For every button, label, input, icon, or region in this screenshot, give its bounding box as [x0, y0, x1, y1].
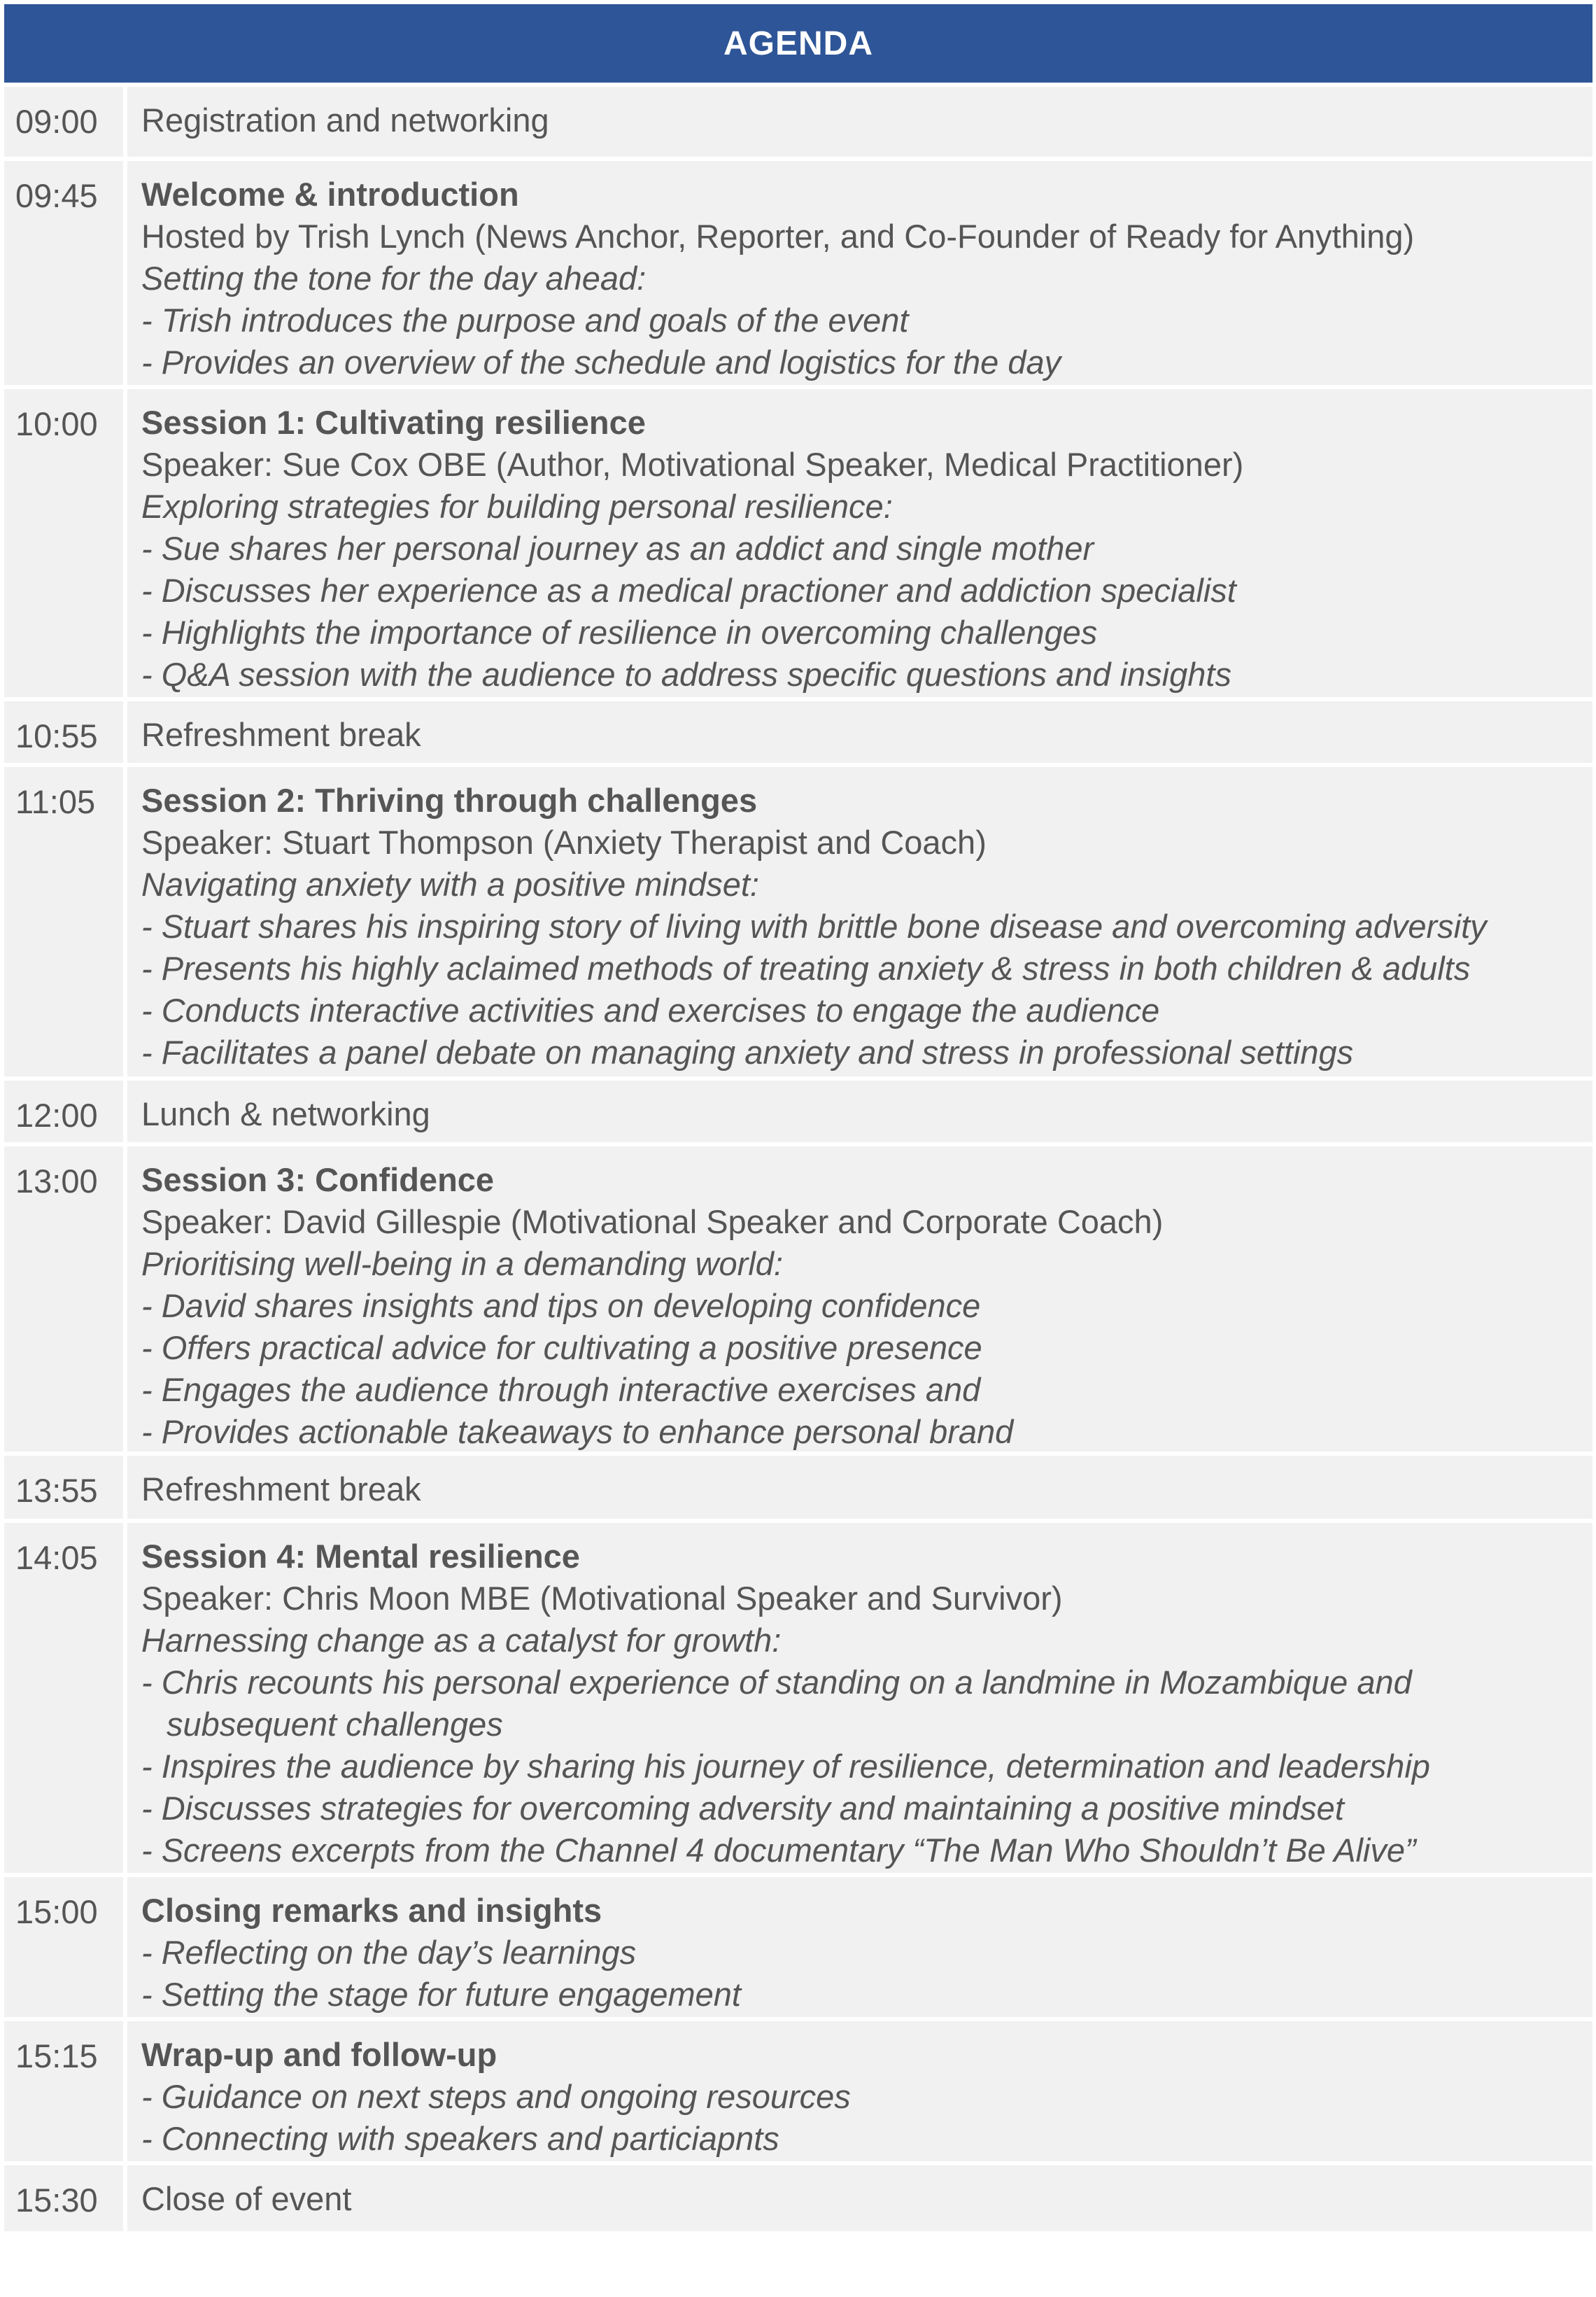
content-cell — [127, 1456, 1593, 1519]
agenda-row — [4, 2165, 1593, 2231]
session-bullet: - Conducts interactive activities and exercises to engage the audience — [141, 992, 1160, 1029]
session-intro: Exploring strategies for building personal resilience: — [141, 488, 893, 525]
session-speaker: Speaker: David Gillespie (Motivational Speaker and Corporate Coach) — [141, 1203, 1164, 1240]
content-cell — [127, 161, 1593, 385]
session-bullet-continuation: subsequent challenges — [167, 1706, 503, 1743]
time-cell: 15:00 — [4, 1877, 123, 2017]
content-cell — [127, 389, 1593, 697]
item-text: Refreshment break — [141, 716, 421, 753]
session-bullet: - Reflecting on the day’s learnings — [141, 1934, 637, 1971]
time-cell: 15:15 — [4, 2021, 123, 2161]
time-cell: 12:00 — [4, 1081, 123, 1142]
session-bullet: - Guidance on next steps and ongoing resources — [141, 2078, 851, 2115]
agenda-row — [4, 1523, 1593, 1873]
session-intro: Prioritising well-being in a demanding world: — [141, 1245, 783, 1282]
session-speaker: Hosted by Trish Lynch (News Anchor, Reporter, and Co-Founder of Ready for Anything) — [141, 218, 1415, 255]
time-cell: 15:30 — [4, 2165, 123, 2231]
session-bullet: - Connecting with speakers and particiapnts — [141, 2120, 779, 2157]
item-text: Close of event — [141, 2180, 352, 2217]
session-bullet: - David shares insights and tips on developing confidence — [141, 1287, 981, 1324]
content-cell — [127, 767, 1593, 1076]
session-title: Wrap-up and follow-up — [141, 2036, 497, 2073]
session-bullet: - Discusses strategies for overcoming adversity and maintaining a positive mindset — [141, 1790, 1344, 1827]
session-title: Session 2: Thriving through challenges — [141, 782, 758, 819]
time-cell: 14:05 — [4, 1523, 123, 1873]
time-cell: 13:55 — [4, 1456, 123, 1519]
item-text: Registration and networking — [141, 101, 549, 139]
session-bullet: - Inspires the audience by sharing his journey of resilience, determination and leadership — [141, 1748, 1430, 1785]
session-bullet: - Screens excerpts from the Channel 4 documentary “The Man Who Shouldn’t Be Alive” — [141, 1832, 1416, 1869]
session-bullet: - Facilitates a panel debate on managing anxiety and stress in professional settings — [141, 1034, 1354, 1071]
session-intro: Navigating anxiety with a positive mindset: — [141, 866, 759, 903]
agenda-row — [4, 767, 1593, 1076]
agenda-row — [4, 1456, 1593, 1519]
session-intro: Harnessing change as a catalyst for growth: — [141, 1622, 782, 1659]
session-bullet: - Chris recounts his personal experience of standing on a landmine in Mozambique and — [141, 1664, 1412, 1701]
session-title: Closing remarks and insights — [141, 1892, 602, 1929]
content-cell — [127, 1081, 1593, 1142]
session-bullet: - Presents his highly aclaimed methods of treating anxiety & stress in both children & adults — [141, 950, 1471, 987]
session-bullet: - Highlights the importance of resilience in overcoming challenges — [141, 614, 1098, 651]
item-text: Lunch & networking — [141, 1095, 430, 1132]
agenda-row — [4, 161, 1593, 385]
time-cell: 11:05 — [4, 767, 123, 1076]
session-bullet: - Setting the stage for future engagement — [141, 1976, 741, 2013]
agenda-row — [4, 1146, 1593, 1452]
agenda-row — [4, 87, 1593, 157]
content-cell — [127, 87, 1593, 157]
content-cell — [127, 1523, 1593, 1873]
session-title: Session 4: Mental resilience — [141, 1538, 580, 1575]
content-cell — [127, 1146, 1593, 1452]
session-speaker: Speaker: Sue Cox OBE (Author, Motivational Speaker, Medical Practitioner) — [141, 446, 1244, 483]
session-bullet: - Provides actionable takeaways to enhance personal brand — [141, 1413, 1014, 1450]
session-bullet: - Discusses her experience as a medical practioner and addiction specialist — [141, 572, 1236, 609]
content-cell — [127, 2165, 1593, 2231]
time-cell: 13:00 — [4, 1146, 123, 1452]
time-cell: 09:45 — [4, 161, 123, 385]
item-text: Refreshment break — [141, 1470, 421, 1508]
content-cell — [127, 701, 1593, 763]
agenda-row — [4, 1877, 1593, 2017]
agenda-header: AGENDA — [4, 4, 1593, 83]
session-intro: Setting the tone for the day ahead: — [141, 260, 647, 297]
session-title: Session 1: Cultivating resilience — [141, 404, 646, 441]
session-bullet: - Stuart shares his inspiring story of living with brittle bone disease and overcoming adversity — [141, 908, 1487, 945]
session-title: Welcome & introduction — [141, 176, 519, 213]
agenda-row — [4, 2021, 1593, 2161]
agenda-row — [4, 1081, 1593, 1142]
session-bullet: - Trish introduces the purpose and goals of the event — [141, 302, 909, 339]
session-bullet: - Sue shares her personal journey as an addict and single mother — [141, 530, 1094, 567]
session-bullet: - Q&A session with the audience to address specific questions and insights — [141, 656, 1231, 693]
session-bullet: - Provides an overview of the schedule and logistics for the day — [141, 344, 1061, 381]
agenda-table — [4, 4, 1593, 2235]
time-cell: 10:55 — [4, 701, 123, 763]
agenda-row — [4, 389, 1593, 697]
content-cell — [127, 2021, 1593, 2161]
agenda-row — [4, 701, 1593, 763]
time-cell: 10:00 — [4, 389, 123, 697]
session-bullet: - Offers practical advice for cultivating a positive presence — [141, 1329, 982, 1366]
session-title: Session 3: Confidence — [141, 1161, 495, 1198]
session-bullet: - Engages the audience through interactive exercises and — [141, 1371, 981, 1408]
session-speaker: Speaker: Stuart Thompson (Anxiety Therapist and Coach) — [141, 824, 987, 861]
time-cell: 09:00 — [4, 87, 123, 157]
content-cell — [127, 1877, 1593, 2017]
session-speaker: Speaker: Chris Moon MBE (Motivational Speaker and Survivor) — [141, 1580, 1063, 1617]
